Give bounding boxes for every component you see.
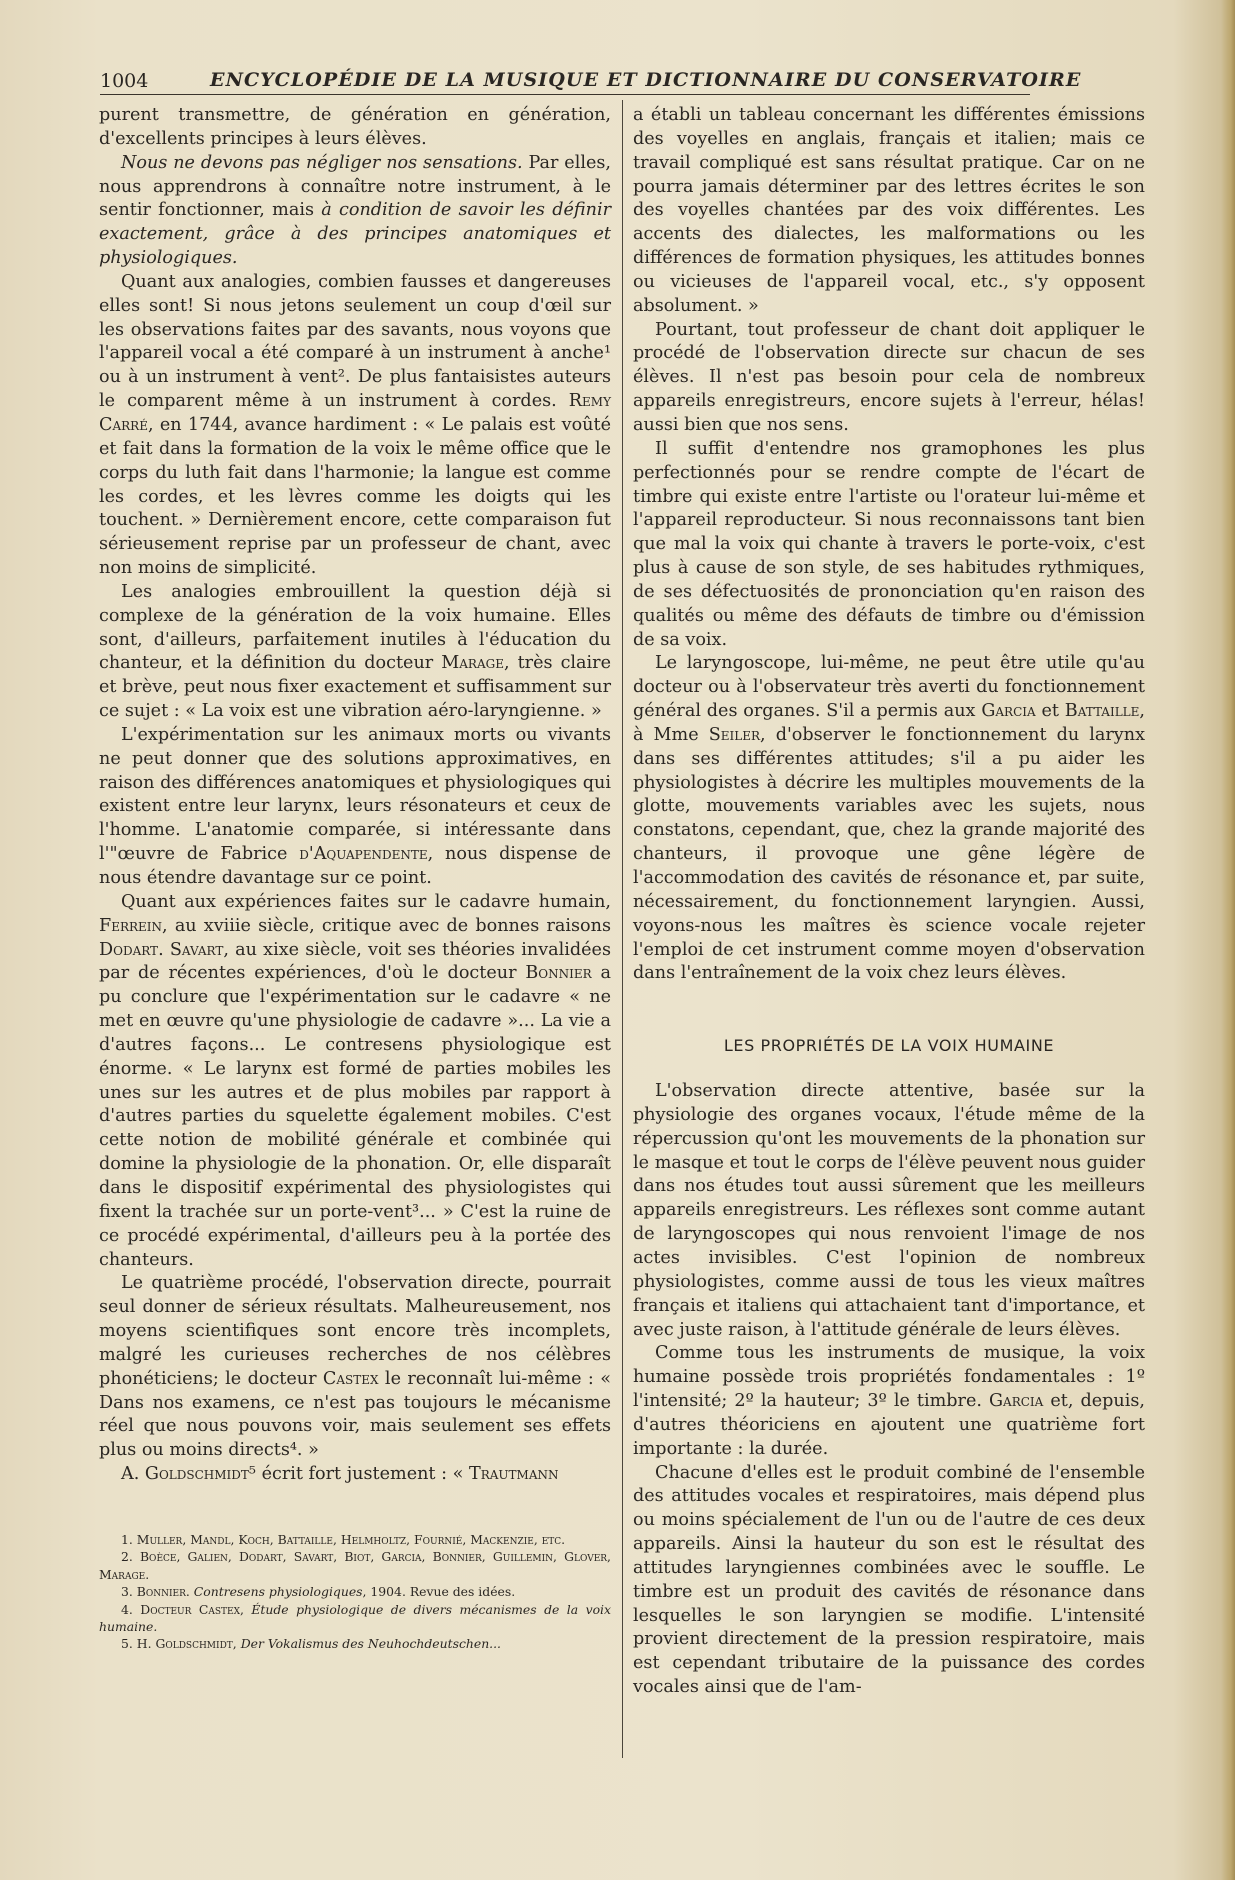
- author-name: d'Aquapendente: [299, 844, 428, 865]
- footnote-text: , 1904. Revue des idées.: [362, 1584, 516, 1600]
- paragraph-text: et, depuis, d'autres théoriciens en ajoutent une quatrième fort importante : la durée.: [633, 1391, 1145, 1459]
- paragraph-text: Le quatrième procédé, l'observation directe, pourrait seul donner de sérieux résultats. Malheureusement, nos moyens scientifiques sont encore très incomplets, malgré les curieuses recherches de nos célèbres phonéticiens; le docteur: [99, 1273, 611, 1389]
- italic-text: à condition de savoir les définir exactement, grâce à des principes anatomiques et physiologiques.: [99, 200, 611, 269]
- page-header: [100, 68, 1082, 95]
- author-name: Bonnier: [525, 963, 592, 984]
- italic-text: Nous ne devons pas négliger nos sensations.: [121, 152, 523, 173]
- footnote: [99, 1635, 611, 1652]
- paragraph: L'observation directe attentive, basée sur la physiologie des organes vocaux, l'étude même de la répercussion qu'ont les mouvements de la phonation sur le masque et tout le corps de l'élève peuvent nous guider dans nos études tout aussi sûrement que les meilleurs appareils enregistreurs. Les réflexes sont comme autant de laryngoscopes qui nous renvoient l'image de nos actes invisibles. C'est l'opinion de nombreux physiologistes, comme aussi de tous les vieux maîtres français et italiens qui attachaient tant d'importance, et avec juste raison, à l'attitude générale de leurs élèves.: [633, 1081, 1145, 1340]
- paragraph-text: , nous dispense de nous étendre davantage sur ce point.: [99, 844, 611, 888]
- column-divider: [622, 100, 623, 1758]
- running-title: ENCYCLOPÉDIE DE LA MUSIQUE ET DICTIONNAIRE DU CONSERVATOIRE: [210, 69, 1082, 91]
- footnote: 2. Boèce, Galien, Dodart, Savart, Biot, Garcia, Bonnier, Guillemin, Glover, Marage.: [99, 1549, 611, 1582]
- left-column: [99, 104, 611, 1487]
- footnotes: [99, 1531, 611, 1653]
- author-name: Castex: [322, 1368, 379, 1389]
- paragraph-text: , très claire et brève, peut nous fixer exactement et suffisamment sur ce sujet : « La voix est une vibration aéro-laryngienne. »: [99, 653, 611, 722]
- paragraph: [99, 152, 611, 271]
- paragraph: [99, 1272, 611, 1463]
- paragraph-text: a pu conclure que l'expérimentation sur le cadavre « ne met en œuvre qu'une physiologie de cadavre »... La vie a d'autres façons... Le contresens physiologique est énorme. « Le larynx est formé de parties mobiles les unes sur les autres et de plus mobiles par rapport à d'autres parties du squelette également mobiles. C'est cette notion de mobilité générale et combinée qui domine la physiologie de la phonation. Or, elle disparaît dans le dispositif expérimental des physiologistes qui fixent la trachée sur un porte-vent³... » C'est la ruine de ce procédé expérimental, d'ailleurs peu à la portée des chanteurs.: [99, 963, 611, 1270]
- page-number: 1004: [100, 70, 149, 92]
- paragraph: [99, 724, 611, 891]
- paragraph: [99, 271, 611, 581]
- paragraph-text: Par elles, nous apprendrons à connaître notre instrument, à le sentir fonctionner, mais: [99, 152, 611, 221]
- paragraph: [99, 1463, 611, 1487]
- paragraph-text: Comme tous les instruments de musique, la voix humaine possède trois propriétés fondamentales : 1º l'intensité; 2º la hauteur; 3º le timbre.: [633, 1343, 1145, 1412]
- paragraph-text: Les analogies embrouillent la question déjà si complexe de la génération de la voix humaine. Elles sont, d'ailleurs, parfaitement inutiles à l'éducation du chanteur, et la définition du docteur: [99, 581, 611, 674]
- paragraph: [99, 891, 611, 1273]
- author-name: Trautmann: [468, 1464, 559, 1485]
- author-name: Garcia: [981, 701, 1036, 722]
- author-name: Ferrein: [99, 915, 163, 936]
- footnote-text: 3. Bonnier.: [121, 1584, 194, 1600]
- paragraph: [633, 652, 1145, 986]
- paragraph-text: Quant aux analogies, combien fausses et dangereuses elles sont! Si nous jetons seulement un coup d'œil sur les observations faites par des savants, nous voyons que l'appareil vocal a été comparé à un instrument à anche¹ ou à un instrument à vent². De plus fantaisistes auteurs le comparent même à un instrument à cordes.: [99, 271, 611, 412]
- paragraph: Pourtant, tout professeur de chant doit appliquer le procédé de l'observation directe sur chacun de ses élèves. Il n'est pas besoin pour cela de nombreux appareils enregistreurs, encore sujets à l'erreur, hélas! aussi bien que nos sens.: [633, 319, 1145, 435]
- paragraph-text: , en 1744, avance hardiment : « Le palais est voûté et fait dans la formation de la voix le même office que le corps du luth fait dans l'harmonie; la langue est comme les cordes, et les lèvres comme les doigts qui les touchent. » Dernièrement encore, cette comparaison fut sérieusement reprise par un professeur de chant, avec non moins de simplicité.: [99, 414, 611, 579]
- paragraph: Il suffit d'entendre nos gramophones les plus perfectionnés pour se rendre compte de l'écart de timbre qui existe entre l'artiste ou l'orateur lui-même et l'appareil reproducteur. Si nous reconnaissons tant bien que mal la voix qui chante à travers le porte-voix, c'est plus à cause de son style, de ses habitudes rythmiques, de ses défectuosités de prononciation qu'en raison des qualités ou même des défauts de timbre ou d'émission de sa voix.: [633, 438, 1145, 650]
- author-name: Battaille: [1064, 701, 1140, 722]
- paragraph-text: , au xviiie siècle, critique avec de bonnes raisons: [162, 915, 611, 936]
- footnote: 1. Muller, Mandl, Koch, Battaille, Helmholtz, Fournié, Mackenzie, etc.: [121, 1532, 566, 1547]
- paragraph-text: , à Mme: [633, 701, 1145, 745]
- paragraph: a établi un tableau concernant les différentes émissions des voyelles en anglais, français et italien; mais ce travail compliqué est sans résultat pratique. Car on ne pourra jamais déterminer par des lettres écrites le son des voyelles chantées par des voix différentes. Les accents des dialectes, les malformations ou les différences de formation physiques, les attitudes bonnes ou vicieuses de l'appareil vocal, etc., s'y opposent absolument. »: [633, 105, 1145, 316]
- footnote: [99, 1601, 611, 1636]
- author-name: Dodart: [99, 939, 159, 960]
- footnote: [99, 1583, 611, 1600]
- footnote-text: 4. Docteur Castex,: [121, 1601, 252, 1617]
- right-column: [633, 104, 1145, 1700]
- paragraph-text: Quant aux expériences faites sur le cadavre humain,: [121, 891, 611, 912]
- author-name: Remy Carré: [99, 391, 611, 435]
- footnote-title: Der Vokalismus des Neuhochdeutschen...: [240, 1636, 501, 1652]
- paragraph-text: le reconnaît lui-même : « Dans nos examens, ce n'est pas toujours le mécanisme réel que nous pouvons voir, mais seulement ses effets plus ou moins directs⁴. »: [99, 1368, 611, 1461]
- author-name: Seiler: [708, 724, 761, 745]
- footnote-title: Étude physiologique de divers mécanismes de la voix humaine.: [99, 1601, 611, 1635]
- paragraph-text: , d'observer le fonctionnement du larynx dans ses différentes attitudes; s'il a pu aider les physiologistes à décrire les multiples mouvements de la glotte, mouvements variables avec les sujets, nous constatons, cependant, que, chez la grande majorité des chanteurs, il provoque une gêne légère de l'accommodation des cavités de résonance et, par suite, nécessairement, du fonctionnement laryngien. Aussi, voyons-nous les maîtres ès science vocale rejeter l'emploi de cet instrument comme moyen d'observation dans l'entraînement de la voix chez leurs élèves.: [633, 724, 1145, 984]
- paragraph: [99, 581, 611, 724]
- section-heading: LES PROPRIÉTÉS DE LA VOIX HUMAINE: [723, 1036, 1055, 1056]
- page-edge: [1221, 0, 1235, 1880]
- paragraph-text: A.: [121, 1464, 145, 1485]
- author-name: Goldschmidt: [144, 1464, 249, 1485]
- author-name: Garcia: [988, 1391, 1044, 1412]
- paragraph: Chacune d'elles est le produit combiné de l'ensemble des attitudes vocales et respiratoires, mais dépend plus ou moins spécialement de l'un ou de l'autre de ces deux appareils. Ainsi la hauteur du son est le résultat des attitudes laryngiennes combinées avec le souffle. Le timbre est un produit des cavités de résonance dans lesquelles le son laryngien se modifie. L'intensité provient directement de la pression respiratoire, mais est cependant tributaire de la puissance des cordes vocales ainsi que de l'am-: [633, 1462, 1145, 1698]
- author-name: Marage: [441, 653, 504, 674]
- paragraph-text: , au xixe siècle, voit ses théories invalidées par de récentes expériences, d'où le docteur: [99, 939, 611, 984]
- paragraph-text: .: [158, 939, 170, 960]
- footnote-title: Contresens physiologiques: [193, 1584, 363, 1600]
- paragraph-text: ⁵ écrit fort justement : «: [248, 1464, 469, 1485]
- author-name: Savart: [169, 939, 224, 960]
- footnote-text: 5. H. Goldschmidt,: [121, 1636, 241, 1652]
- paragraph-text: et: [1035, 701, 1065, 722]
- paragraph: purent transmettre, de génération en génération, d'excellents principes à leurs élèves.: [99, 105, 611, 149]
- paragraph-text: L'expérimentation sur les animaux morts ou vivants ne peut donner que des solutions approximatives, en raison des différences anatomiques et physiologiques qui existent entre leur larynx, leurs résonateurs et ceux de l'homme. L'anatomie comparée, si intéressante dans l'"œuvre de Fabrice: [99, 724, 611, 865]
- paragraph: [633, 1342, 1145, 1461]
- paragraph-text: Le laryngoscope, lui-même, ne peut être utile qu'au docteur ou à l'observateur très averti du fonctionnement général des organes. S'il a permis aux: [633, 653, 1145, 722]
